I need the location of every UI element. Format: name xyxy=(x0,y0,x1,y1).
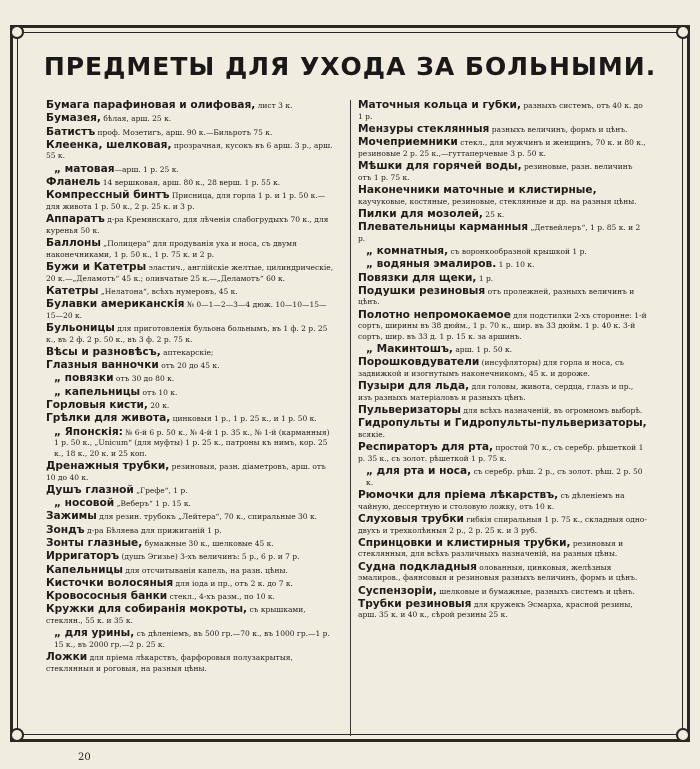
entry-description: прозрачная, кусокъ въ 6 арш. 3 р., арш. 55 к. xyxy=(46,140,333,161)
catalog-entry xyxy=(46,485,336,497)
page-number: 20 xyxy=(78,752,91,763)
catalog-entry xyxy=(358,259,648,271)
entry-heading: Подушки резиновыя xyxy=(358,284,486,297)
entry-heading: „ для урины, xyxy=(54,627,135,640)
corner-ornament xyxy=(10,728,24,742)
entry-heading: Кружки для собиранія мокроты, xyxy=(46,603,248,616)
entry-heading: Бульоницы xyxy=(46,321,115,334)
entry-description: (душъ Эгизье) 3-хъ величинъ: 5 р., 6 р. и 7 р. xyxy=(119,552,300,562)
entry-description: резиновыя, разн. діаметровъ, арш. отъ 10 до 40 к. xyxy=(46,461,326,482)
entry-heading: Пульверизаторы xyxy=(358,404,462,417)
entry-description: бумажные 30 к., шелковые 45 к. xyxy=(142,538,274,548)
entry-heading: Суспензоріи, xyxy=(358,584,437,597)
entry-heading: Зондъ xyxy=(46,523,85,536)
catalog-entry xyxy=(46,525,336,537)
catalog-entry xyxy=(358,562,648,584)
catalog-entry xyxy=(46,164,336,176)
catalog-entry xyxy=(358,222,648,244)
entry-heading: Бумага парафиновая и олифовая, xyxy=(46,100,256,111)
entry-description: олованныя, цинковыя, желѣзныя эмалиров., фаянсовыя и резиновыя разныхъ величинъ, формъ и цѣнъ. xyxy=(358,562,638,583)
entry-heading: Кровососныя банки xyxy=(46,590,168,603)
catalog-entry xyxy=(46,498,336,510)
entry-description: отъ 30 до 80 к. xyxy=(113,374,175,384)
entry-description: каучуковые, костяные, резиновые, стеклянные и др. на разныя цѣны. xyxy=(358,196,637,206)
entry-description: для резин. трубокъ „Лейтера“, 70 к., спиральные 30 к. xyxy=(96,512,318,522)
entry-description: „Полицера“ для продуванія уха и носа, съ двумя наконечниками, 1 р. 50 к., 1 р. 75 к. и 2 р. xyxy=(46,239,297,259)
entry-heading: Пузыри для льда, xyxy=(358,380,470,393)
catalog-entry xyxy=(358,209,648,221)
catalog-entry xyxy=(46,628,336,650)
entry-heading: „ носовой xyxy=(54,497,115,510)
catalog-entry xyxy=(358,466,648,488)
entry-description: (инсуфляторы) для горла и носа, съ задвижкой и изогнутымъ наконечникомъ, 45 к. и дороже. xyxy=(358,358,624,378)
entry-description: для всѣхъ назначеній, въ огромномъ выборѣ. xyxy=(461,406,643,416)
entry-heading: Судна подкладныя xyxy=(358,560,477,573)
corner-ornament xyxy=(10,25,24,39)
corner-ornament xyxy=(676,25,690,39)
entry-heading: Наконечники маточные и клистирные, xyxy=(358,183,597,196)
catalog-entry xyxy=(46,604,336,626)
entry-heading: Маточныя кольца и губки, xyxy=(358,100,521,111)
catalog-entry xyxy=(358,286,648,308)
entry-description: 25 к. xyxy=(482,209,505,219)
entry-heading: Горловыя кисти, xyxy=(46,398,148,411)
entry-description: простой 70 к., съ серебр. рѣшеткой 1 р. 35 к., съ золот. рѣшеткой 1 р. 75 к. xyxy=(358,443,644,463)
catalog-entry xyxy=(358,161,648,183)
entry-heading: Бужи и Катетры xyxy=(46,260,147,273)
entry-heading: Душъ глазной xyxy=(46,483,134,496)
left-column xyxy=(46,100,336,738)
entry-heading: „ капельницы xyxy=(54,385,141,398)
entry-description: стекл., 4-хъ разм., по 10 к. xyxy=(167,592,275,602)
entry-description: д-ра Бѣляева для прижиганій 1 р. xyxy=(84,525,222,535)
entry-heading: Дренажныя трубки, xyxy=(46,459,170,472)
entry-heading: Повязки для щеки, xyxy=(358,271,477,284)
entry-description: „Веберъ“ 1 р. 15 к. xyxy=(114,499,191,509)
entry-heading: Ирригаторъ xyxy=(46,550,120,563)
entry-heading: Мѣшки для горячей воды, xyxy=(358,160,522,173)
catalog-entry xyxy=(358,599,648,621)
entry-description: № 0—1—2—3—4 дюж. 10—10—15—15—20 к. xyxy=(46,300,327,320)
catalog-entry xyxy=(358,586,648,598)
entry-description: для кружекъ Эсмарха, красной резины, арш. 35 к. и 40 к., сѣрой резины 25 к. xyxy=(358,599,633,620)
entry-description: съ серебр. рѣш. 2 р., съ золот. рѣш. 2 р. 50 к. xyxy=(366,467,643,487)
catalog-entry xyxy=(358,344,648,356)
corner-ornament xyxy=(676,728,690,742)
entry-heading: Слуховыя трубки xyxy=(358,512,464,525)
entry-heading: Баллоны xyxy=(46,237,101,250)
entry-description: 14 вершковая, арш. 80 к., 28 верш. 1 р. 55 к. xyxy=(100,178,281,187)
entry-heading: Грѣлки для живота, xyxy=(46,412,171,425)
entry-description: Присница, для горла 1 р. и 1 р. 50 к.—для живота 1 р. 50 к., 2 р. 25 к. и 3 р. xyxy=(46,191,326,211)
entry-heading: Вѣсы и разновѣсъ, xyxy=(46,345,161,358)
entry-heading: Плевательницы карманныя xyxy=(358,221,529,234)
entry-description: бѣлая, арш. 25 к. xyxy=(100,114,172,124)
catalog-entry xyxy=(46,347,336,359)
entry-description: съ крышками, стеклян., 55 к. и 35 к. xyxy=(46,605,306,625)
catalog-entry xyxy=(46,565,336,577)
catalog-entry xyxy=(46,262,336,284)
entry-heading: Глазныя ванночки xyxy=(46,359,159,372)
catalog-entry xyxy=(46,591,336,603)
catalog-entry xyxy=(46,323,336,345)
catalog-entry xyxy=(358,124,648,136)
entry-description: арш. 1 р. 50 к. xyxy=(452,345,513,355)
catalog-entry xyxy=(46,113,336,125)
entry-heading: Порошковдуватели xyxy=(358,356,480,369)
catalog-entry xyxy=(358,538,648,560)
entry-description: резиновые, разн. величинъ отъ 1 р. 75 к. xyxy=(358,162,633,182)
catalog-entry xyxy=(46,387,336,399)
catalog-entry xyxy=(46,127,336,139)
entry-description: для пріема лѣкарствъ, фарфоровыя полузакрытыя, стеклянныя и роговыя, на разныя цѣны. xyxy=(46,653,293,673)
catalog-entry xyxy=(46,100,336,112)
entry-heading: „ матовая xyxy=(54,162,115,175)
catalog-entry xyxy=(46,652,336,674)
entry-heading: Клеенка, шелковая, xyxy=(46,138,172,151)
entry-heading: Мензуры стеклянныя xyxy=(358,122,490,135)
entry-heading: „ для рта и носа, xyxy=(366,465,472,478)
catalog-entry xyxy=(46,538,336,550)
entry-heading: Спринцовки и клистирныя трубки, xyxy=(358,536,571,549)
catalog-entry xyxy=(46,190,336,212)
catalog-entry xyxy=(46,461,336,483)
entry-heading: Пилки для мозолей, xyxy=(358,207,483,220)
entry-description: № 6-й 6 р. 50 к., № 4-й 1 р. 35 к., № 1-й (карманныя) 1 р. 50 к., „Unicum“ (для муфты) 1 р. 25 к., патроны къ нимъ, кор. 25 к., 18 к., 20 к. и 25 коп. xyxy=(54,427,330,458)
entry-description: эластич., англійскіе желтые, цилиндрическіе, 20 к.—„Деламотъ“ 45 к.; оливчатые 25 к.—„Деламотъ“ 60 к. xyxy=(46,262,334,283)
catalog-entry xyxy=(358,442,648,464)
catalog-entry xyxy=(358,137,648,159)
catalog-entry xyxy=(358,100,648,122)
entry-description: разныхъ системъ, отъ 40 к. до 1 р. xyxy=(358,101,643,121)
catalog-entry xyxy=(46,511,336,523)
entry-heading: Полотно непромокаемое xyxy=(358,308,511,321)
entry-heading: „ водяныя эмалиров. xyxy=(366,258,497,271)
catalog-entry xyxy=(358,357,648,379)
catalog-entry xyxy=(46,214,336,236)
entry-description: съ воронкообразной крышкой 1 р. xyxy=(448,246,587,256)
entry-description: всякіе. xyxy=(358,430,386,440)
entry-heading: Катетры xyxy=(46,284,99,297)
entry-description: отъ 10 к. xyxy=(140,387,178,397)
catalog-entry xyxy=(46,551,336,563)
entry-description: для головы, живота, сердца, глазъ и пр., изъ разныхъ матеріаловъ и разныхъ цѣнъ. xyxy=(358,382,634,402)
catalog-entry xyxy=(358,490,648,512)
column-divider xyxy=(350,100,351,736)
entry-description: съ дѣленіемъ на чайную, дессертную и столовую ложку, отъ 10 к. xyxy=(358,491,625,511)
catalog-entry xyxy=(46,177,336,189)
entry-description: лист 3 к. xyxy=(255,101,293,110)
entry-description: 20 к. xyxy=(147,400,170,410)
entry-heading: Фланель xyxy=(46,176,101,188)
entry-description: отъ пролежней, разныхъ величинъ и цѣнъ. xyxy=(358,286,635,307)
catalog-entry xyxy=(46,413,336,425)
entry-heading: Респираторъ для рта, xyxy=(358,441,494,454)
entry-heading: Зажимы xyxy=(46,510,97,523)
entry-heading: Зонты глазные, xyxy=(46,536,143,549)
entry-description: д-ра Кремянскаго, для лѣченія слабогрудыхъ 70 к., для куренья 50 к. xyxy=(46,215,329,235)
entry-description: отъ 20 до 45 к. xyxy=(158,361,220,371)
entry-heading: Кисточки волосяныя xyxy=(46,576,174,589)
entry-description: для іода и пр., отъ 2 к. до 7 к. xyxy=(173,578,293,588)
right-column xyxy=(358,100,648,738)
catalog-entry xyxy=(46,286,336,298)
catalog-entry xyxy=(358,381,648,403)
catalog-entry xyxy=(358,418,648,440)
entry-description: резиновыя и стеклянныя, для всѣхъ различныхъ назначеній, на разныя цѣны. xyxy=(358,538,624,559)
entry-description: стекл., для мужчинъ и женщинъ, 70 к. и 80 к., резиновые 2 р. 25 к.,—гуттаперчевые 3 р. 50 к. xyxy=(358,138,646,158)
catalog-entry xyxy=(46,578,336,590)
entry-heading: „ Японскія: xyxy=(54,425,123,438)
catalog-entry xyxy=(358,310,648,343)
entry-description: „Грефе“, 1 р. xyxy=(133,485,188,495)
catalog-entry xyxy=(358,405,648,417)
catalog-entry xyxy=(358,514,648,536)
entry-heading: Трубки резиновыя xyxy=(358,597,472,610)
entry-heading: Батистъ xyxy=(46,125,96,138)
entry-description: разныхъ величинъ, формъ и цѣнъ. xyxy=(489,124,628,134)
catalog-entry xyxy=(46,140,336,162)
entry-description: для приготовленія бульона больнымъ, въ 1 ф. 2 р. 25 к., въ 2 ф. 2 р. 50 к., въ 3 ф. 2 р. 75 к. xyxy=(46,323,328,344)
entry-heading: Бумазея, xyxy=(46,112,101,125)
entry-heading: Ложки xyxy=(46,651,88,664)
catalog-entry xyxy=(46,400,336,412)
entry-description: цинковыя 1 р., 1 р. 25 к., и 1 р. 50 к. xyxy=(170,414,317,424)
catalog-entry xyxy=(358,185,648,207)
entry-heading: Аппаратъ xyxy=(46,213,105,226)
entry-description: гибкія спиральныя 1 р. 75 к., складныя одно-двухъ и трехколѣнныя 2 р., 2 р. 25 к. и 3 руб. xyxy=(358,514,647,535)
entry-heading: Капельницы xyxy=(46,563,123,576)
entry-description: для подстилки 2-хъ сторонне: 1-й сортъ, ширины въ 38 дюйм., 1 р. 70 к., шир. въ 33 дюйм. 1 р. 40 к. 3-й сортъ, шир. въ 33 д. 1 р. 15 к. за аршинъ. xyxy=(358,310,647,341)
catalog-entry xyxy=(46,360,336,372)
entry-heading: Гидропульты и Гидропульты-пульверизаторы, xyxy=(358,417,647,430)
entry-description: 1 р. 10 к. xyxy=(496,260,535,270)
entry-heading: Компрессный бинтъ xyxy=(46,189,170,202)
entry-description: съ дѣленіемъ, въ 500 гр.—70 к., въ 1000 гр.—1 р. 15 к., въ 2000 гр.—2 р. 25 к. xyxy=(54,629,330,649)
catalog-entry xyxy=(46,373,336,385)
page-title: ПРЕДМЕТЫ ДЛЯ УХОДА ЗА БОЛЬНЫМИ. xyxy=(43,52,657,81)
entry-description: „Нелатона“, всѣхъ нумеровъ, 45 к. xyxy=(98,286,238,296)
entry-heading: „ Макинтошъ, xyxy=(366,343,453,356)
catalog-entry xyxy=(358,246,648,258)
entry-heading: „ повязки xyxy=(54,372,114,385)
entry-description: аптекарскіе; xyxy=(160,347,214,357)
entry-description: шелковые и бумажные, разныхъ системъ и цѣнъ. xyxy=(436,586,635,596)
catalog-entry xyxy=(46,238,336,260)
entry-heading: Булавки американскія xyxy=(46,298,185,311)
catalog-entry xyxy=(46,299,336,321)
entry-description: проф. Мозетигъ, арш. 90 к.—Бильротъ 75 к. xyxy=(95,127,273,137)
entry-description: „Детвейлеръ“, 1 р. 85 к. и 2 р. xyxy=(358,223,641,243)
entry-heading: Рюмочки для пріема лѣкарствъ, xyxy=(358,489,559,502)
catalog-entry xyxy=(46,427,336,460)
entry-description: 1 р. xyxy=(476,273,494,283)
entry-description: —арш. 1 р. 25 к. xyxy=(114,164,179,174)
entry-heading: „ комнатныя, xyxy=(366,244,449,257)
catalog-entry xyxy=(358,273,648,285)
entry-heading: Мочеприемники xyxy=(358,136,458,149)
entry-description: для отсчитыванія капель, на разн. цѣны. xyxy=(122,565,288,575)
